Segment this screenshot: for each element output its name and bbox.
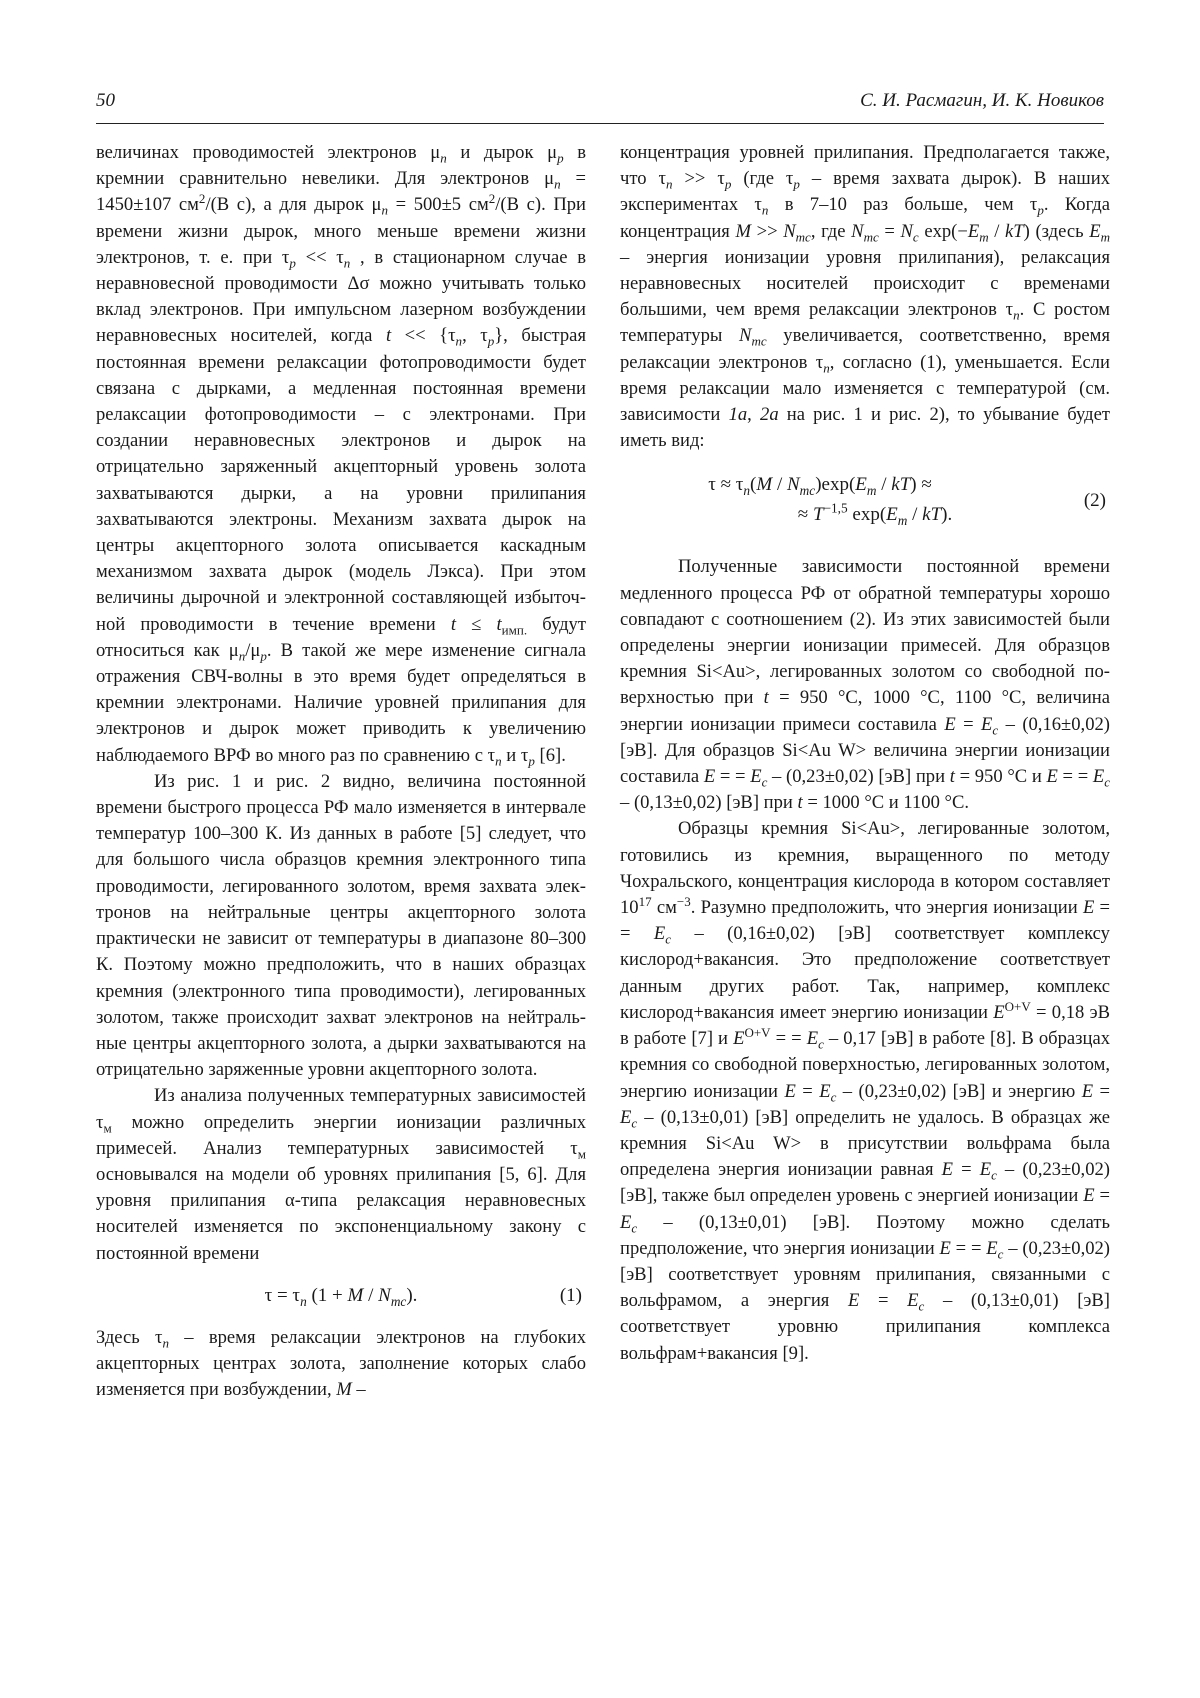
equation-2-number: (2) (1083, 490, 1106, 512)
equation-1-body: $\tau = \tau_n$ $(1 + M / N_{mc})$. (264, 1284, 418, 1309)
paragraph: Здесь $\tau_n$ – время релаксации электронов на глубоких акцепторных центрах золота, заполнение которых слабо изменяется при возбуждении, M – (96, 1326, 586, 1401)
equation-1-number: (1) (559, 1284, 582, 1306)
paragraph: Образцы кремния Si<Au>, легированные золотом, готовились из кремния, выращенного по методу Чохральского, концентрация кислорода в котором составляет $10^{17}$ $см^{-3}$. Разумно предположить, что энергия ионизации E = = $E_c - (0,16\pm 0,02)$ [эВ] соответствует комплексу кислород+вакансия. Это предположение соответствует данным других работ. Так, например, комплекс кислород+вакансия имеет энергию ионизации $E^{O+V} = 0,18$ эВ в работе [7] и $E^{O+V}$ = = $E_c - 0,17$ [эВ] в работе [8]. В образцах кремния со свободной поверхностью, легированных золотом, энергию ионизации $E = E_c - (0,23\pm 0,02)$ [эВ] и энергию $E = E_c - (0,13\pm 0,01)$ [эВ] определить не удалось. В образцах же кремния Si<Au W> в присутствии вольфрама была определена энергия ионизации равная $E = E_c - (0,23\pm 0,02)$ [эВ], также был определен уровень с энергией ионизации $E = E_c - (0,13\pm 0,01)$ [эВ]. Поэтому можно сделать предположение, что энергия ионизации E = = $E_c - (0,23\pm 0,02)$ [эВ] соответствует уровням прилипания, связанными с вольфрамом, а энергия $E = E_c - (0,13\pm 0,01)$ [эВ] соответствует уровню прилипания комплекса вольфрам+вакансия [9]. (620, 818, 1111, 1364)
right-column (620, 140, 1110, 1367)
header-rule (96, 123, 1104, 124)
running-head: С. И. Расмагин, И. К. Новиков (860, 90, 1104, 111)
paragraph: Из рис. 1 и рис. 2 видно, величина постоянной времени быстрого процесса РФ мало изменяется в интервале температур 100–300 К. Из данных в работе [5] следует, что для большого числа образцов кремния электронного типа проводимости, легированного золотом, время захвата электронов на нейтральные центры акцепторного золота практически не зависит от температуры в диапазоне 80–300 К. Поэтому можно предположить, что в наших образцах кремния (электронного типа проводимости), легированных золотом, также происходит захват электронов на нейтральные центры акцепторного золота, а дырки захватываются на отрицательно заряженные уровни акцепторного золота. (96, 770, 586, 1081)
paragraph: Полученные зависимости постоянной времени медленного процесса РФ от обратной температуры хорошо совпадают с соотношением (2). Из этих зависимостей были определены энергии ионизации примесей. Для образцов кремния Si<Au>, легированных золотом со свободной поверхностью при t = 950 °С, 1000 °С, 1100 °С, величина энергии ионизации примеси составила $E = E_c - (0,16\pm 0,02)$ [эВ]. Для образцов Si<Au W> величина энергии ионизации составила E = = $E_c - (0,23\pm 0,02)$ [эВ] при t = 950 °С и E = = $E_c - (0,13\pm 0,02)$ [эВ] при t = 1000 °С и 1100 °С. (620, 556, 1111, 814)
left-column (96, 140, 586, 1403)
equation-2-line-1: $\tau \approx \tau_n(M / N_{mc})\exp(E_m / kT)$ ≈ (708, 474, 932, 499)
paragraph: Из анализа полученных температурных зависимостей $\tau_м$ можно определить энергии ионизации различных примесей. Анализ температурных зависимостей $\tau_м$ основывался на модели об уровнях прилипания [5, 6]. Для уровня прилипания α-типа релаксация неравновесных носителей изменяется по экспоненциальному закону с постоянной времени (96, 1085, 586, 1264)
equation-2-line-2: ≈ $T^{-1,5}$ $\exp(E_m / kT)$. (797, 501, 953, 529)
paragraph: концентрация уровней прилипания. Предполагается также, что $\tau_n >> \tau_p$ (где $\tau_p$ – время захвата дырок). В наших экспериментах $\tau_n$ в 7–10 раз больше, чем $\tau_p$. Когда концентрация $M >> N_{mc}$, где $N_{mc} = N_c$ $\exp(-E_m / kT)$ (здесь $E_m$ – энергия ионизации уровня прилипания), релаксация неравновесных носителей происходит с временaми большими, чем время релаксации электронов $\tau_n$. С ростом температуры $N_{mc}$ увеличивается, соответственно, время релаксации электронов $\tau_n$, согласно (1), уменьшается. Если время релаксации мало изменяется с температурой (см. зависимости 1a, 2a на рис. 1 и рис. 2), то убывание будет иметь вид: (620, 142, 1111, 452)
paragraph: величинах проводимостей электронов $\mu_n$ и дырок $\mu_p$ в кремнии сравнительно невелики. Для электронов $\mu_n = 1450\pm 107$ $см^2/(В$ с), а для дырок $\mu_n = 500\pm 5$ $см^2/(В$ с). При времени жизни дырок, много меньше времени жизни электронов, т. е. при $\tau_p << \tau_n$ , в стационарном случае в неравновесной проводимости Δσ можно учитывать только вклад электронов. При импульсном лазерном возбуждении неравновесных носителей, когда $t << \{\tau_n$, $\tau_p$}, быстрая постоянная времени релаксации фотопроводимости будет связана с дырками, а медленная постоянная времени релаксации фотопроводимости – с электронами. При создании неравновесных электронов и дырок на отрицательно заряженный акцепторный уровень золота захватываются дырки, а на уровни прилипания захватываются электроны. Механизм захвата дырок на центры акцепторного золота описывается каскадным механизмом захвата дырок (модель Лэкса). При этом величины дырочной и электронной составляющей избыточной проводимости в течение времени $t \le t_{имп.}$ будут относиться как $\mu_n/\mu_p$. В такой же мере изменение сигнала отражения СВЧ-волны в это время будет определяться в кремнии электронами. Наличие уровней прилипания для электронов и дырок может приводить к увеличению наблюдаемого ВРФ во много раз по сравнению с $\tau_n$ и $\tau_p$ [6]. (96, 142, 587, 769)
page-number: 50 (96, 90, 115, 111)
equation-1 (96, 1281, 586, 1311)
equation-2 (620, 470, 1110, 530)
